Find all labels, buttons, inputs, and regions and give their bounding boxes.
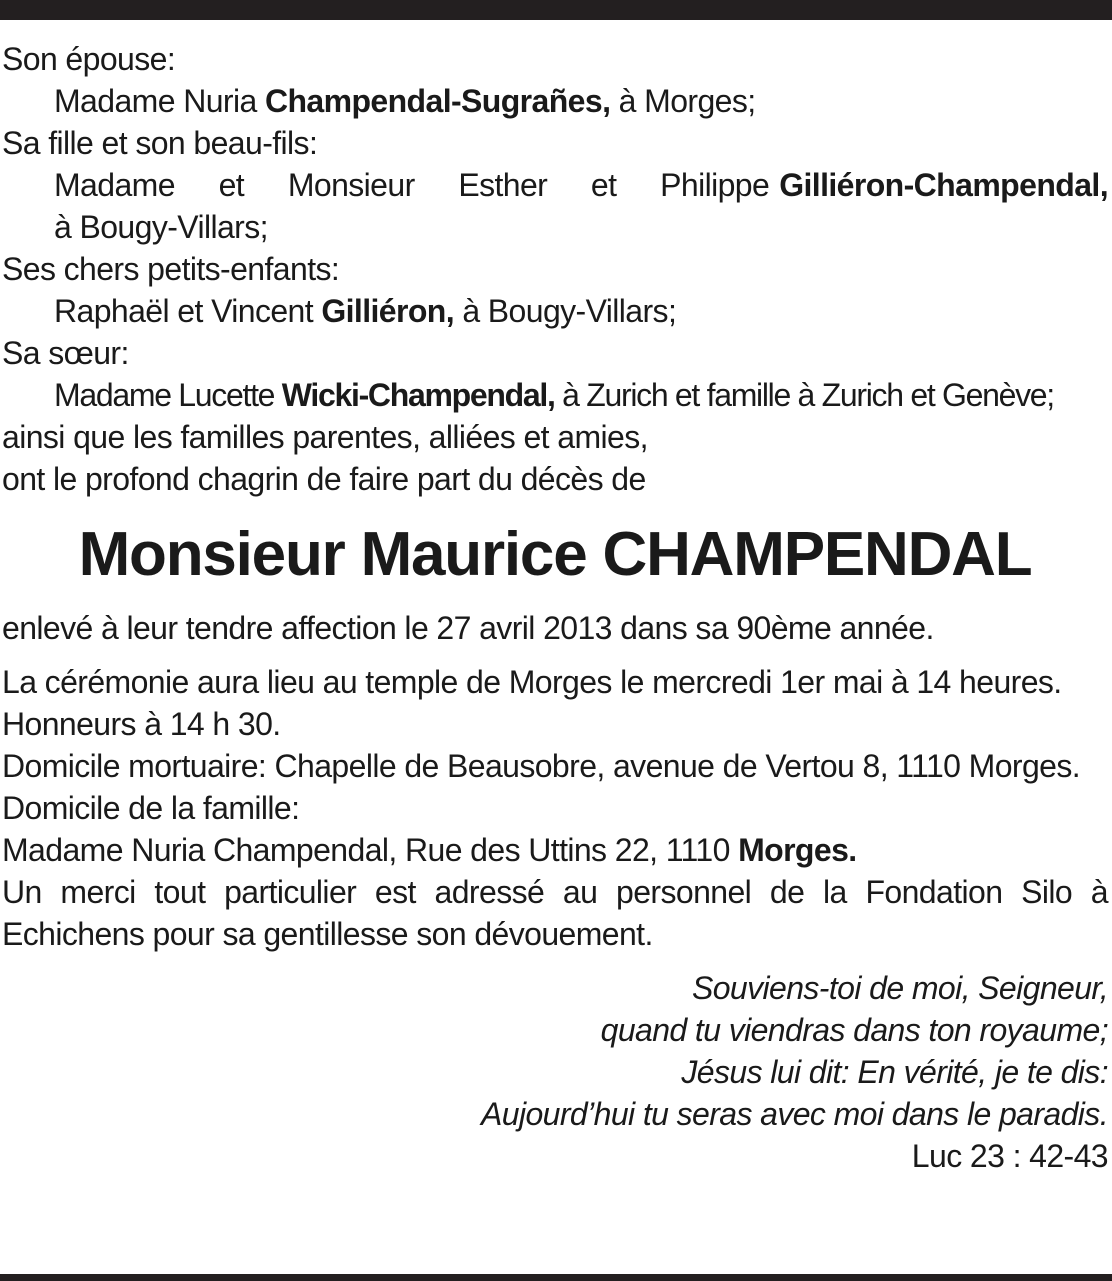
- sister-heading: Sa sœur:: [2, 335, 129, 371]
- spouse-place: à Morges;: [610, 83, 756, 119]
- death-notice: [2, 38, 1108, 1177]
- family-home-address-text: Madame Nuria Champendal, Rue des Uttins 22, 1110: [2, 832, 739, 868]
- family-home-city: Morges.: [738, 832, 857, 868]
- family-home-heading: Domicile de la famille:: [2, 790, 300, 826]
- verse-line: Jésus lui dit: En vérité, je te dis:: [681, 1054, 1108, 1090]
- sister-place: à Zurich et famille à Zurich et Genève;: [554, 377, 1054, 413]
- verse-line: Souviens-toi de moi, Seigneur,: [691, 970, 1108, 1006]
- verse-reference: Luc 23 : 42-43: [911, 1138, 1108, 1174]
- grandchildren-place: à Bougy-Villars;: [454, 293, 677, 329]
- daughter-place: à Bougy-Villars;: [54, 209, 268, 245]
- grandchildren-name: Gilliéron,: [321, 293, 455, 329]
- ceremony-text: La cérémonie aura lieu au temple de Morges le mercredi 1er mai à 14 heures.: [2, 664, 1062, 700]
- bible-verse: [2, 967, 1108, 1177]
- spouse-entry: [2, 80, 1108, 122]
- grandchildren-entry: [2, 290, 1108, 332]
- family-home-address: [2, 829, 1108, 871]
- sister-prefix: Madame Lucette: [54, 377, 282, 413]
- daughter-name: Gilliéron-Champendal,: [779, 167, 1108, 203]
- sister-name: Wicki-Champendal,: [281, 377, 555, 413]
- spouse-heading: Son épouse:: [2, 41, 176, 77]
- grandchildren-heading: Ses chers petits-enfants:: [2, 251, 340, 287]
- daughter-entry: [2, 164, 1108, 206]
- verse-line: Aujourd’hui tu seras avec moi dans le paradis.: [481, 1096, 1108, 1132]
- thanks-text: Un merci tout particulier est adressé au personnel de la Fondation Silo à Echichens pour sa gentillesse son dévouement.: [2, 874, 1108, 952]
- death-date-line: enlevé à leur tendre affection le 27 avril 2013 dans sa 90ème année.: [2, 610, 934, 646]
- deceased-name: Monsieur Maurice CHAMPENDAL: [78, 520, 1032, 589]
- daughter-prefix: Madame et Monsieur Esther et Philippe: [54, 167, 770, 203]
- daughter-heading: Sa fille et son beau-fils:: [2, 125, 318, 161]
- top-border-rule: [0, 0, 1112, 20]
- mortuary-text: Domicile mortuaire: Chapelle de Beausobre, avenue de Vertou 8, 1110 Morges.: [2, 748, 1081, 784]
- honours-text: Honneurs à 14 h 30.: [2, 706, 281, 742]
- spouse-prefix: Madame Nuria: [54, 83, 265, 119]
- bottom-border-rule: [0, 1274, 1112, 1281]
- announcement-line: ont le profond chagrin de faire part du décès de: [2, 461, 646, 497]
- sister-entry: [2, 374, 1108, 416]
- spouse-name: Champendal-Sugrañes,: [264, 83, 611, 119]
- relatives-line: ainsi que les familles parentes, alliées et amies,: [2, 419, 648, 455]
- verse-line: quand tu viendras dans ton royaume;: [600, 1012, 1108, 1048]
- grandchildren-prefix: Raphaël et Vincent: [54, 293, 322, 329]
